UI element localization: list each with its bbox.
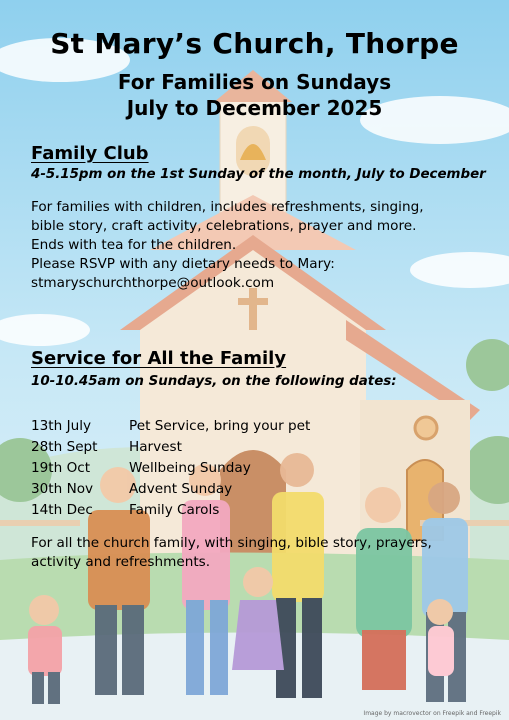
family-club-line: bible story, craft activity, celebrations, prayer and more. — [31, 218, 417, 234]
service-description — [31, 534, 501, 572]
service-date: 14th Dec — [31, 502, 93, 518]
flyer-title: St Mary’s Church, Thorpe — [50, 27, 459, 60]
family-club-time: 4-5.15pm on the 1st Sunday of the month, July to December — [31, 167, 486, 182]
service-event: Advent Sunday — [129, 481, 233, 497]
service-date-row — [31, 458, 310, 479]
service-event: Pet Service, bring your pet — [129, 418, 311, 434]
service-heading: Service for All the Family — [31, 348, 287, 369]
service-date-row — [31, 500, 310, 521]
service-date-row — [31, 437, 310, 458]
service-date: 19th Oct — [31, 460, 91, 476]
family-club-line: Please RSVP with any dietary needs to Mary: — [31, 256, 335, 272]
family-club-heading: Family Club — [31, 143, 149, 164]
service-date: 13th July — [31, 418, 92, 434]
service-event: Wellbeing Sunday — [129, 460, 251, 476]
service-date-list — [31, 416, 310, 521]
service-event: Family Carols — [129, 502, 220, 518]
service-date: 28th Sept — [31, 439, 98, 455]
family-club-description — [31, 198, 501, 293]
family-club-line: For families with children, includes refreshments, singing, — [31, 199, 424, 215]
flyer-subtitle-dates: July to December 2025 — [126, 96, 383, 120]
family-club-line: Ends with tea for the children. — [31, 237, 237, 253]
service-event: Harvest — [129, 439, 182, 455]
image-credit: Image by macrovector on Freepik and Freepik — [363, 710, 501, 717]
service-description-line: For all the church family, with singing, bible story, prayers, — [31, 535, 432, 551]
service-time: 10-10.45am on Sundays, on the following dates: — [31, 374, 397, 389]
service-date-row — [31, 416, 310, 437]
service-date: 30th Nov — [31, 481, 94, 497]
family-club-email: stmaryschurchthorpe@outlook.com — [31, 275, 275, 291]
flyer-subtitle-audience: For Families on Sundays — [117, 70, 392, 94]
service-date-row — [31, 479, 310, 500]
service-description-line: activity and refreshments. — [31, 554, 211, 570]
